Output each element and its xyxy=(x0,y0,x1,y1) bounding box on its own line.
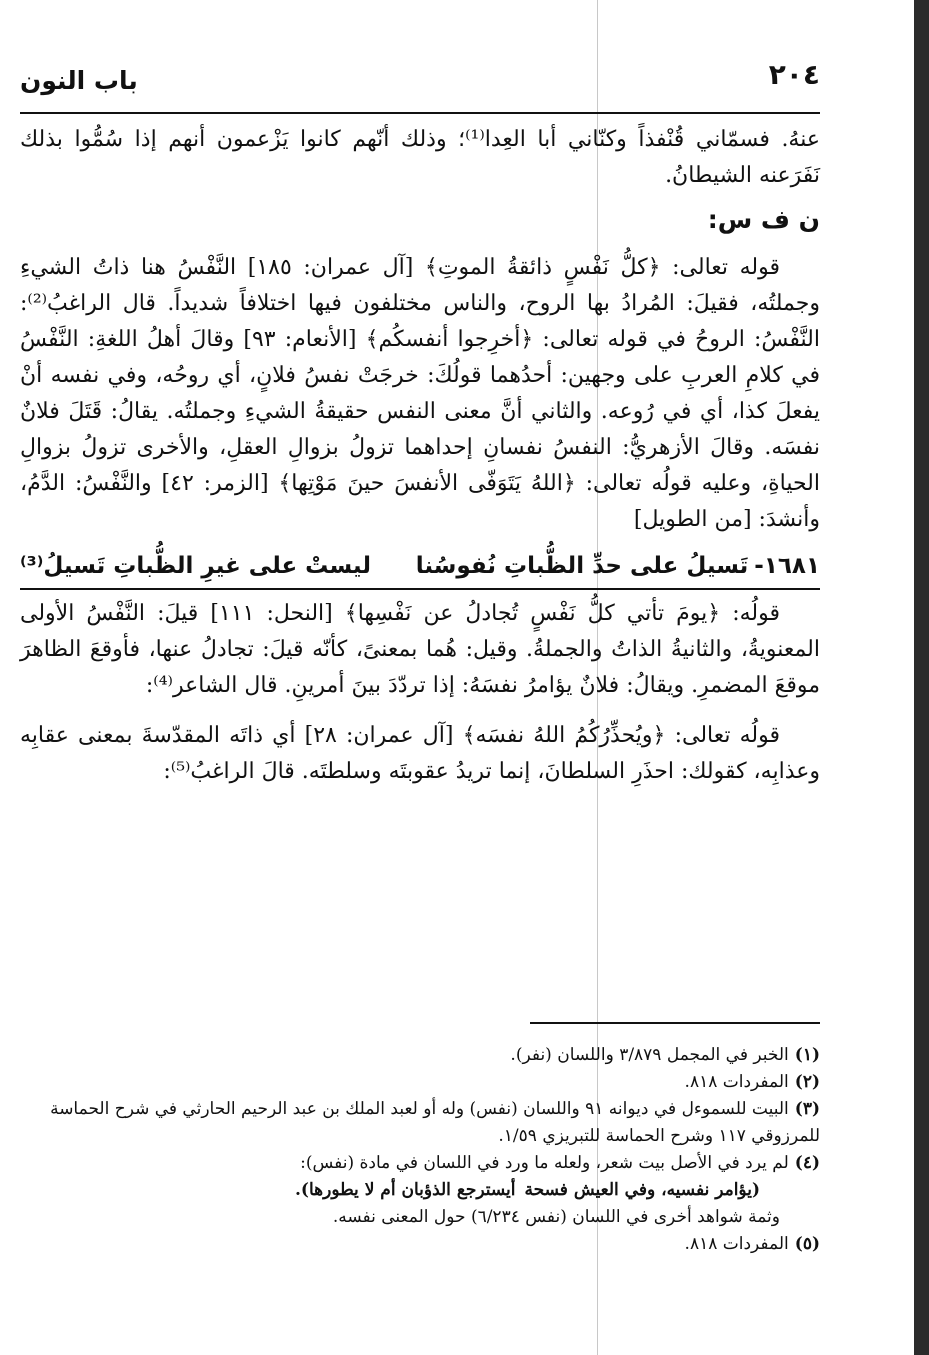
paragraph-1: عنهُ. فسمّاني قُنْفذاً وكنّاني أبا العِدا⁽¹⁾؛ وذلك أنّهم كانوا يَزْعمون أنهم إذا سُمُّوا بذلك نَفَرَعنه الشيطانُ. xyxy=(20,127,820,188)
verse-first-hemistich: تَسيلُ على حدِّ الظُّباتِ نُفوسُنا xyxy=(415,553,749,579)
page-number: ٢٠٤ xyxy=(768,58,820,91)
footnote-4-extra: وثمة شواهد أخرى في اللسان (نفس ٦/٢٣٤) حول المعنى نفسه. xyxy=(332,1207,780,1227)
footnote-3 xyxy=(25,1096,820,1150)
footnote-verse-first: (يؤامر نفسيه، وفي العيش فسحة xyxy=(524,1180,760,1200)
spacer xyxy=(20,704,820,718)
root-heading: ن ف س: xyxy=(707,205,820,234)
footnote-5 xyxy=(25,1231,820,1258)
footnote-text: لم يرد في الأصل بيت شعر، ولعله ما ورد في اللسان في مادة (نفس): xyxy=(300,1153,789,1173)
footnote-text: المفردات ٨١٨. xyxy=(684,1072,789,1092)
verse-second-hemistich: ليستْ على غيرِ الظُّباتِ تَسيلُ⁽³⁾ xyxy=(20,553,371,579)
footnotes xyxy=(25,1042,820,1258)
footnote-number: (٢) xyxy=(794,1072,820,1092)
chapter-title: باب النون xyxy=(20,66,138,95)
footnote-text: الخبر في المجمل ٣/٨٧٩ واللسان (نفر). xyxy=(510,1045,789,1065)
verse-number: ١٦٨١- xyxy=(754,553,820,579)
footnote-number: (١) xyxy=(794,1045,820,1065)
scan-edge-shadow xyxy=(914,0,929,1355)
footnote-4 xyxy=(25,1150,820,1177)
footnote-number: (٤) xyxy=(794,1153,820,1173)
paragraph-3: قولُه: ﴿يومَ تأتي كلُّ نَفْسٍ تُجادلُ عن نَفْسِها﴾ [النحل: ١١١] قيلَ: النَّفْسُ الأولى المعنويةُ، والثانيةُ الذاتُ والجملةُ. وقيل: هُما بمعنىً، كأنّه قيلَ: تجادلُ عنها، فأوقعَ الظاهرَ موقعَ المضمرِ. ويقالُ: فلانٌ يؤامرُ نفسَهُ: إذا تردّدَ بينَ أمرينِ. قال الشاعر⁽⁴⁾: xyxy=(20,601,820,698)
main-text xyxy=(20,122,820,790)
footnote-text: المفردات ٨١٨. xyxy=(684,1234,789,1254)
footnote-4-verse xyxy=(25,1177,820,1204)
footnote-verse-second: أيسترجع الذؤبان أم لا يطورها). xyxy=(295,1180,516,1200)
header-rule xyxy=(20,112,820,114)
footnote-rule xyxy=(530,1022,820,1024)
footnote-1 xyxy=(25,1042,820,1069)
footnote-number: (٥) xyxy=(794,1234,820,1254)
footnote-text: البيت للسموءل في ديوانه ٩١ واللسان (نفس) وله أو لعبد الملك بن عبد الرحيم الحارثي في شرح الحماسة للمرزوقي ١١٧ وشرح الحماسة للتبريزي ١/٥٩. xyxy=(50,1099,820,1146)
poetry-verse xyxy=(20,546,820,590)
footnote-number: (٣) xyxy=(794,1099,820,1119)
page-header xyxy=(20,58,820,108)
footnote-2 xyxy=(25,1069,820,1096)
paragraph-4: قولُه تعالى: ﴿ويُحذِّرُكُمُ اللهُ نفسَه﴾ [آل عمران: ٢٨] أي ذاتَه المقدّسةَ بمعنى عقابِه وعذابِه، كقولك: احذَرِ السلطانَ، إنما تريدُ عقوبتَه وسلطتَه. قالَ الراغبُ⁽⁵⁾: xyxy=(20,723,820,784)
paragraph-2: قوله تعالى: ﴿كلُّ نَفْسٍ ذائقةُ الموتِ﴾ [آل عمران: ١٨٥] النَّفْسُ هنا ذاتُ الشيءِ وجملتُه، فقيلَ: المُرادُ بها الروح، والناس مختلفون فيها اختلافاً شديداً. قال الراغبُ⁽²⁾: النَّفْسُ: الروحُ في قوله تعالى: ﴿أخرِجوا أنفسكُم﴾ [الأنعام: ٩٣] وقالَ أهلُ اللغةِ: النَّفْسُ في كلامِ العربِ على وجهين: أحدُهما قولُكَ: خرجَتْ نفسُ فلانٍ، أي روحُه، وفي نفسه أنْ يفعلَ كذا، أي في رُوعه. والثاني أنَّ معنى النفس حقيقةُ الشيءِ وجملتُه. يقالُ: قَتَلَ فلانٌ نفسَه. وقالَ الأزهريُّ: النفسُ نفسانِ إحداهما تزولُ بزوالِ العقلِ، والأخرى تزولُ بزوالِ الحياةِ، وعليه قولُه تعالى: ﴿اللهُ يَتَوَفّى الأنفسَ حينَ مَوْتِها﴾ [الزمر: ٤٢] والنَّفْسُ: الدَّمُ، وأنشدَ: [من الطويل] xyxy=(20,255,820,532)
